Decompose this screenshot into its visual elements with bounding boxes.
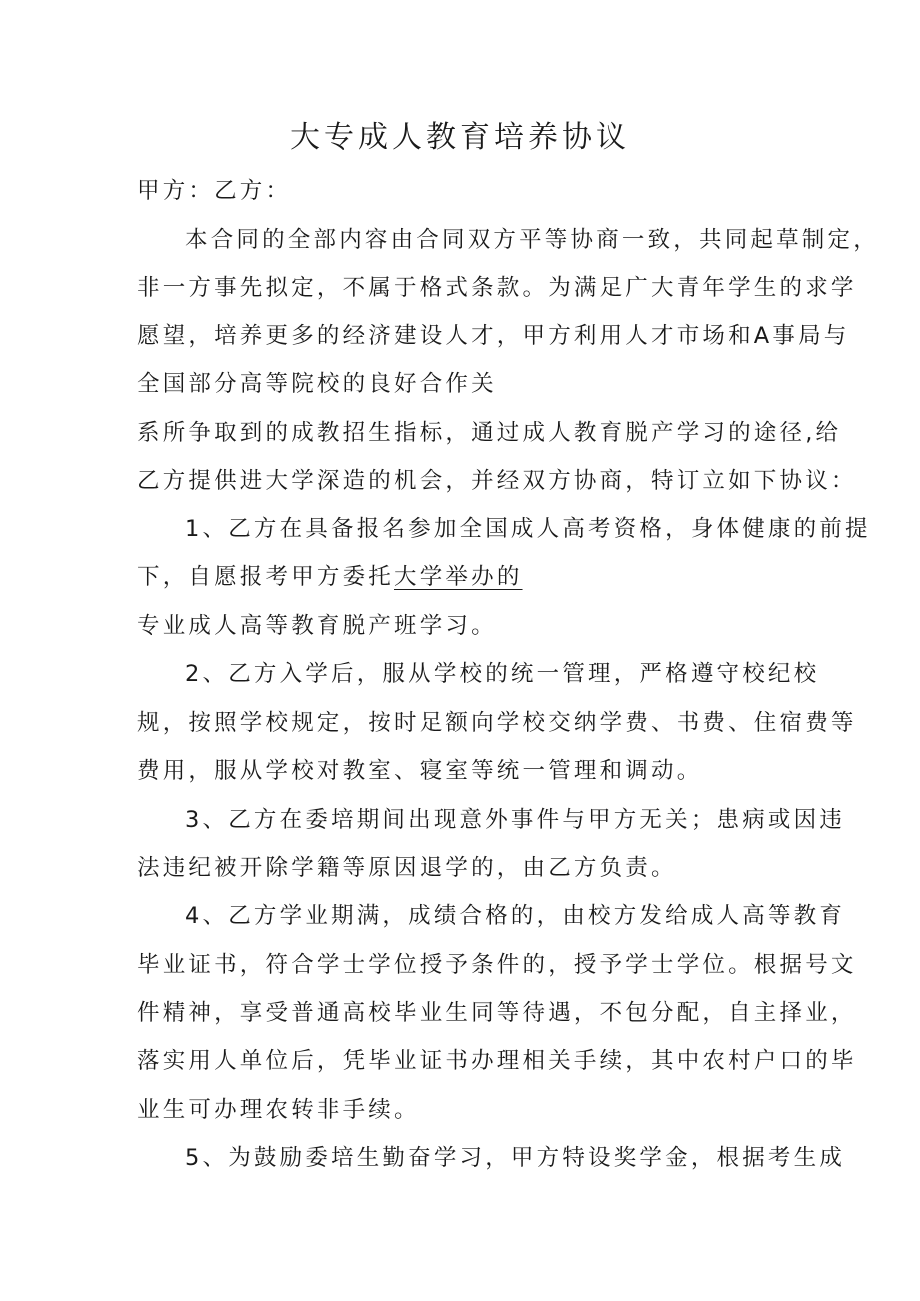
clause-3-line: 3、乙方在委培期间出现意外事件与甲方无关；患病或因违 — [185, 807, 846, 833]
clause-4-line: 落实用人单位后，凭毕业证书办理相关手续，其中农村户口的毕 — [137, 1048, 857, 1074]
clause-2-line: 规，按照学校规定，按时足额向学校交纳学费、书费、住宿费等 — [137, 710, 857, 736]
body-line: 愿望，培养更多的经济建设人才，甲方利用人才市场和A事局与 — [137, 323, 850, 349]
clause-2-line: 费用，服从学校对教室、寝室等统一管理和调动。 — [137, 758, 703, 784]
clause-3-line: 法违纪被开除学籍等原因退学的，由乙方负责。 — [137, 855, 677, 881]
body-line: 全国部分高等院校的良好合作关 — [137, 371, 497, 397]
underlined-university-field: 大学举办的 — [394, 564, 523, 590]
clause-1-line: 1、乙方在具备报名参加全国成人高考资格，身体健康的前提 — [185, 516, 871, 542]
body-line: 本合同的全部内容由合同双方平等协商一致，共同起草制定， — [185, 227, 879, 253]
clause-1-text: 下，自愿报考甲方委托 — [137, 564, 395, 590]
clause-5-line: 5、为鼓励委培生勤奋学习，甲方特设奖学金，根据考生成 — [185, 1145, 846, 1171]
clause-4-line: 件精神，享受普通高校毕业生同等待遇，不包分配，自主择业， — [137, 1000, 857, 1026]
clause-1-line — [137, 562, 523, 592]
party-line: 甲方：乙方： — [137, 178, 292, 204]
document-title: 大专成人教育培养协议 — [290, 120, 630, 155]
clause-2-line: 2、乙方入学后，服从学校的统一管理，严格遵守校纪校 — [185, 661, 820, 687]
clause-1-line: 专业成人高等教育脱产班学习。 — [137, 613, 497, 639]
clause-4-line: 业生可办理农转非手续。 — [137, 1097, 420, 1123]
body-line: 系所争取到的成教招生指标，通过成人教育脱产学习的途径,给 — [137, 420, 842, 446]
clause-4-line: 4、乙方学业期满，成绩合格的，由校方发给成人高等教育 — [185, 903, 846, 929]
body-line: 非一方事先拟定，不属于格式条款。为满足广大青年学生的求学 — [137, 275, 857, 301]
body-line: 乙方提供进大学深造的机会，并经双方协商，特订立如下协议： — [137, 468, 857, 494]
clause-4-line: 毕业证书，符合学士学位授予条件的，授予学士学位。根据号文 — [137, 952, 857, 978]
